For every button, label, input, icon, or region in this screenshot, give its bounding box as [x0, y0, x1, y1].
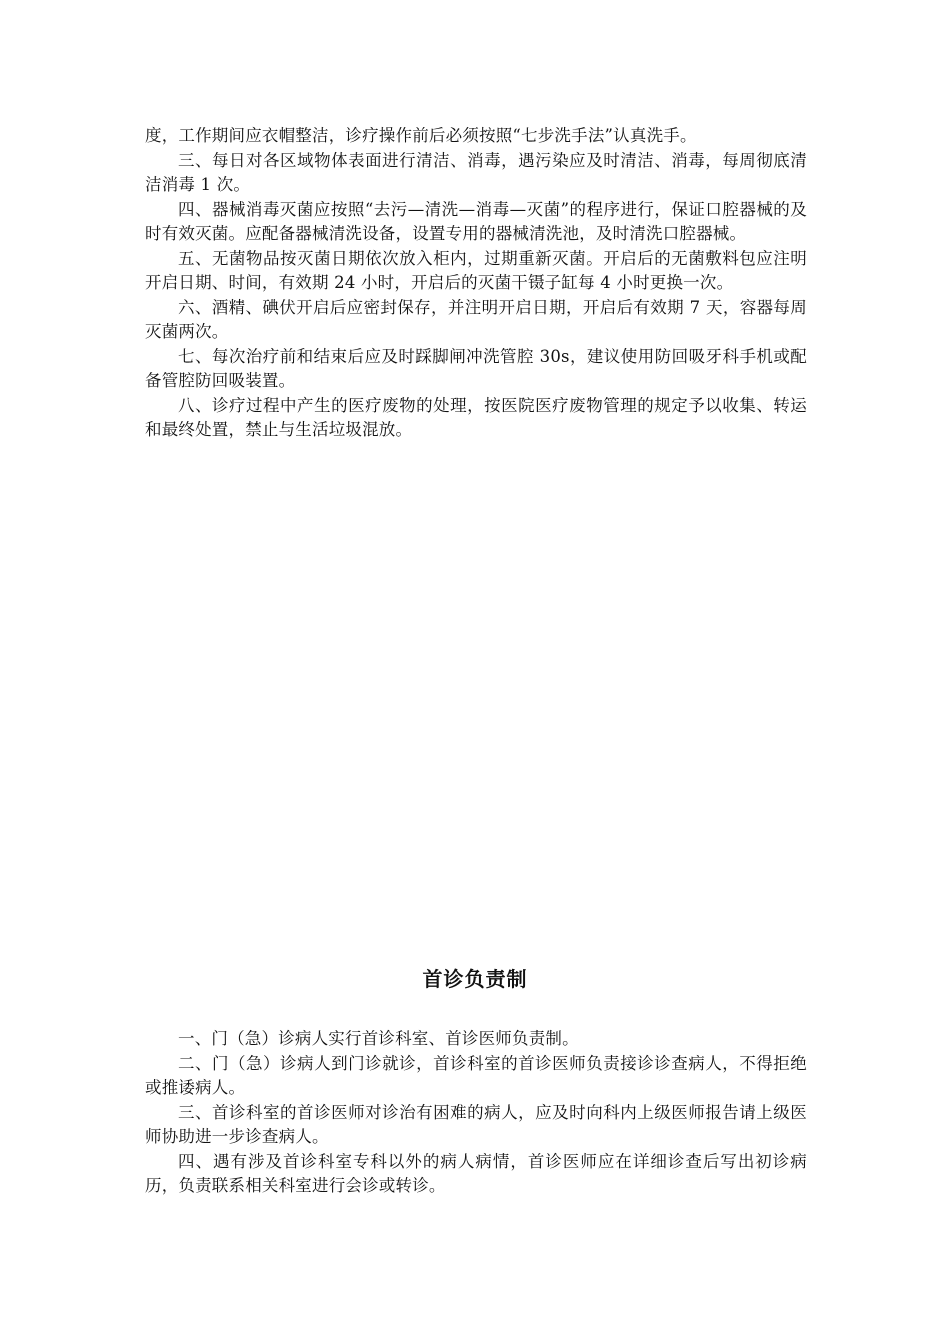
paragraph-handwashing-continued: 度，工作期间应衣帽整洁，诊疗操作前后必须按照“七步洗手法”认真洗手。	[145, 126, 697, 145]
paragraph-rule-4: 四、遇有涉及首诊科室专科以外的病人病情，首诊医师应在详细诊查后写出初诊病历，负责联系相关科室进行会诊或转诊。	[145, 1151, 807, 1195]
paragraph-rule-4-instrument-sterilization: 四、器械消毒灭菌应按照“去污—清洗—消毒—灭菌”的程序进行，保证口腔器械的及时有效灭菌。应配备器械清洗设备，设置专用的器械清洗池，及时清洗口腔器械。	[145, 199, 807, 243]
section-title-first-visit-responsibility: 首诊负责制	[422, 967, 528, 991]
paragraph-rule-2: 二、门（急）诊病人到门诊就诊，首诊科室的首诊医师负责接诊诊查病人，不得拒绝或推诿病人。	[145, 1053, 807, 1097]
paragraph-rule-3: 三、首诊科室的首诊医师对诊治有困难的病人，应及时向科内上级医师报告请上级医师协助进一步诊查病人。	[145, 1102, 807, 1146]
paragraph-rule-7-flushing: 七、每次治疗前和结束后应及时踩脚闸冲洗管腔 30s，建议使用防回吸牙科手机或配备管腔防回吸装置。	[145, 346, 807, 390]
infection-control-rules-continued	[145, 124, 807, 443]
paragraph-rule-5-sterile-items: 五、无菌物品按灭菌日期依次放入柜内，过期重新灭菌。开启后的无菌敷料包应注明开启日期、时间，有效期 24 小时，开启后的灭菌干镊子缸每 4 小时更换一次。	[145, 248, 807, 292]
first-visit-responsibility-rules	[145, 1027, 807, 1199]
paragraph-rule-3-surface-disinfection: 三、每日对各区域物体表面进行清洁、消毒，遇污染应及时清洁、消毒，每周彻底清洁消毒 1 次。	[145, 150, 807, 194]
paragraph-rule-6-alcohol-iodophor: 六、酒精、碘伏开启后应密封保存，并注明开启日期，开启后有效期 7 天，容器每周灭菌两次。	[145, 297, 807, 341]
paragraph-rule-8-medical-waste: 八、诊疗过程中产生的医疗废物的处理，按医院医疗废物管理的规定予以收集、转运和最终处置，禁止与生活垃圾混放。	[145, 395, 807, 439]
paragraph-rule-1: 一、门（急）诊病人实行首诊科室、首诊医师负责制。	[178, 1029, 579, 1048]
